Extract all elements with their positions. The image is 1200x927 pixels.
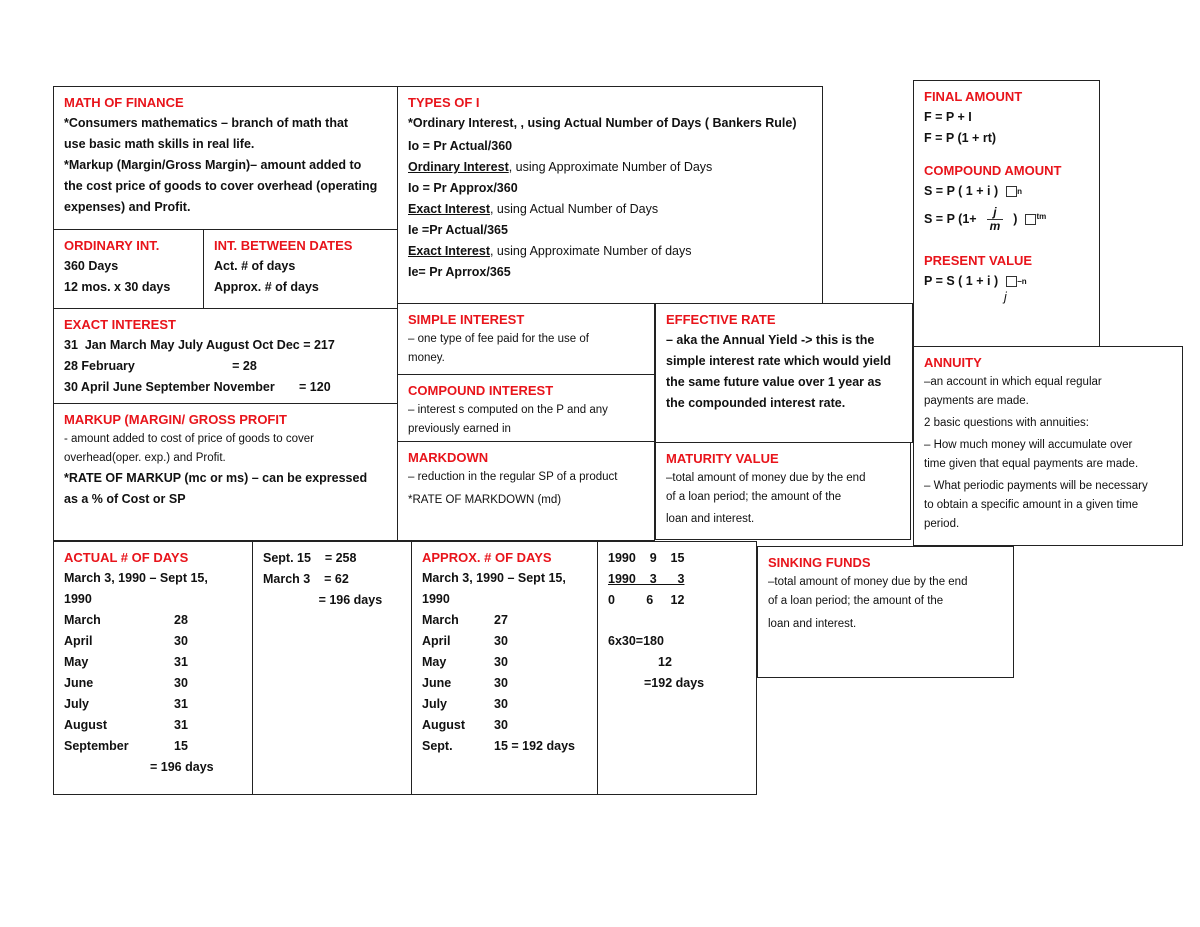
placeholder-box-icon (1006, 276, 1017, 287)
text-line: the cost price of goods to cover overhead (operating (64, 179, 378, 193)
text-line (408, 178, 812, 199)
types-of-i-title: TYPES OF I (408, 95, 480, 110)
calc-line: =192 days (644, 676, 705, 690)
ordinary-int-box (53, 229, 204, 309)
month-cell: September (64, 739, 129, 753)
fraction (987, 206, 1004, 233)
text-line: loan and interest. (666, 513, 755, 525)
days-cell: 30 (174, 676, 188, 690)
days-cell: 31 (174, 697, 188, 711)
days-cell: 27 (494, 613, 508, 627)
fraction-denominator: m (989, 219, 1001, 233)
month-cell: June (422, 676, 452, 690)
days-cell: 15 = 192 days (494, 739, 575, 753)
calc-line: 12 (658, 655, 672, 669)
text-line: 30 April June September November = 120 (64, 380, 331, 394)
text-line: 1990 (422, 592, 450, 606)
text-line: the same future value over 1 year as (666, 375, 882, 389)
markup-title: MARKUP (MARGIN/ GROSS PROFIT (64, 412, 287, 427)
maturity-value-title: MATURITY VALUE (666, 451, 779, 466)
days-cell: 30 (494, 655, 508, 669)
text-line: 2 basic questions with annuities: (924, 417, 1089, 429)
text-line: – aka the Annual Yield -> this is the (666, 333, 875, 347)
exponent: −n (1017, 277, 1027, 286)
text-segment: *Ordinary Interest, , using Actual Number of Days ( Bankers Rule) (408, 116, 797, 130)
table-row (422, 715, 587, 736)
text-line (408, 157, 812, 178)
days-cell: 30 (494, 718, 508, 732)
days-cell: 31 (174, 718, 188, 732)
types-of-i-box (397, 86, 823, 304)
final-amount-box (913, 80, 1100, 350)
text-segment: Io = Pr Actual/360 (408, 139, 513, 153)
text-line: March 3, 1990 – Sept 15, (422, 571, 566, 585)
table-row (422, 694, 587, 715)
text-line: *Consumers mathematics – branch of math that (64, 116, 349, 130)
partial-formula: j (1004, 290, 1007, 304)
formula-text: S = P (1+ (924, 211, 977, 226)
text-line: the compounded interest rate. (666, 396, 846, 410)
month-cell: July (422, 697, 448, 711)
text-line: –total amount of money due by the end (768, 576, 968, 588)
simple-interest-title: SIMPLE INTEREST (408, 312, 525, 327)
text-line: *RATE OF MARKDOWN (md) (408, 494, 562, 506)
approx-days-title: APPROX. # OF DAYS (422, 550, 552, 565)
calc-line: 1990 3 3 (608, 572, 685, 586)
formula-line (924, 271, 1089, 292)
days-cell: 30 (174, 634, 188, 648)
month-cell: May (64, 655, 89, 669)
formula-line (924, 181, 1089, 202)
text-line: as a % of Cost or SP (64, 492, 186, 506)
month-cell: April (64, 634, 93, 648)
formula-text: S = P ( 1 + i ) (924, 184, 999, 198)
text-line (408, 220, 812, 241)
month-cell: August (422, 718, 466, 732)
text-line: use basic math skills in real life. (64, 137, 255, 151)
text-line: of a loan period; the amount of the (666, 491, 842, 503)
text-line: March 3, 1990 – Sept 15, (64, 571, 208, 585)
table-row (64, 631, 242, 652)
formula-line: F = P + I (924, 110, 972, 124)
formula-line (924, 206, 1089, 233)
markdown-title: MARKDOWN (408, 450, 489, 465)
approx-calc-box (597, 541, 757, 795)
table-row (64, 673, 242, 694)
days-cell: 28 (174, 613, 188, 627)
month-cell: March (422, 613, 459, 627)
text-segment: Ie =Pr Actual/365 (408, 223, 508, 237)
markdown-box (397, 441, 655, 541)
text-line: expenses) and Profit. (64, 200, 191, 214)
days-cell: 30 (494, 676, 508, 690)
text-segment: Ie= Pr Aprrox/365 (408, 265, 511, 279)
sinking-funds-title: SINKING FUNDS (768, 555, 871, 570)
text-line: payments are made. (924, 395, 1029, 407)
formula-text: ) (1013, 211, 1018, 226)
table-row (422, 631, 587, 652)
compound-interest-box (397, 374, 655, 442)
calc-line: 0 6 12 (608, 593, 685, 607)
annuity-title: ANNUITY (924, 355, 982, 370)
calc-line: = 196 days (263, 593, 383, 607)
final-amount-title: FINAL AMOUNT (924, 89, 1023, 104)
int-between-dates-box (203, 229, 398, 309)
days-cell: 31 (174, 655, 188, 669)
text-line: *RATE OF MARKUP (mc or ms) – can be expressed (64, 471, 368, 485)
text-line (408, 113, 812, 134)
text-line: money. (408, 352, 445, 364)
calc-line: March 3 = 62 (263, 572, 349, 586)
text-line: overhead(oper. exp.) and Profit. (64, 452, 226, 464)
compound-amount-title: COMPOUND AMOUNT (924, 163, 1062, 178)
month-cell: May (422, 655, 447, 669)
month-cell: August (64, 718, 108, 732)
text-line: *Markup (Margin/Gross Margin)– amount added to (64, 158, 362, 172)
month-cell: April (422, 634, 451, 648)
days-cell: 30 (494, 634, 508, 648)
exponent: n (1017, 187, 1022, 196)
approx-days-box (411, 541, 598, 795)
underlined-term: Exact Interest (408, 244, 490, 258)
fraction-numerator: j (987, 206, 1004, 220)
formula-text: P = S ( 1 + i ) (924, 274, 999, 288)
effective-rate-box (655, 303, 913, 443)
text-segment: , using Approximate Number of Days (508, 160, 713, 174)
text-line: 28 February = 28 (64, 359, 257, 373)
text-line (408, 199, 812, 220)
days-cell: 30 (494, 697, 508, 711)
month-cell: June (64, 676, 94, 690)
sinking-funds-box (757, 546, 1014, 678)
compound-interest-title: COMPOUND INTEREST (408, 383, 554, 398)
table-row (64, 652, 242, 673)
simple-interest-box (397, 303, 655, 375)
text-line: of a loan period; the amount of the (768, 595, 944, 607)
text-line (408, 262, 812, 283)
text-line: – What periodic payments will be necessary (924, 480, 1148, 492)
annuity-box (913, 346, 1183, 546)
text-line: previously earned in (408, 423, 511, 435)
ordinary-int-title: ORDINARY INT. (64, 238, 160, 253)
actual-days-title: ACTUAL # OF DAYS (64, 550, 189, 565)
table-row (64, 715, 242, 736)
underlined-term: Ordinary Interest (408, 160, 509, 174)
types-of-i-lines (408, 113, 812, 283)
total-line: = 196 days (150, 760, 214, 774)
table-row (422, 736, 587, 757)
text-line: – interest s computed on the P and any (408, 404, 608, 416)
text-line: – reduction in the regular SP of a product (408, 471, 618, 483)
placeholder-box-icon (1006, 186, 1017, 197)
int-between-dates-title: INT. BETWEEN DATES (214, 238, 353, 253)
text-line: 31 Jan March May July August Oct Dec = 217 (64, 338, 335, 352)
text-line: Act. # of days (214, 259, 296, 273)
present-value-title: PRESENT VALUE (924, 253, 1033, 268)
month-cell: July (64, 697, 90, 711)
table-row (422, 610, 587, 631)
table-row (64, 610, 242, 631)
month-cell: March (64, 613, 101, 627)
text-line: simple interest rate which would yield (666, 354, 892, 368)
text-line: time given that equal payments are made. (924, 458, 1139, 470)
calc-line: Sept. 15 = 258 (263, 551, 357, 565)
calc-line: 1990 9 15 (608, 551, 685, 565)
math-of-finance-title: MATH OF FINANCE (64, 95, 184, 110)
math-of-finance-box (53, 86, 398, 230)
table-row (422, 673, 587, 694)
underlined-term: Exact Interest (408, 202, 490, 216)
table-row (422, 652, 587, 673)
text-line: 12 mos. x 30 days (64, 280, 171, 294)
text-segment: , using Actual Number of Days (489, 202, 659, 216)
text-line: 1990 (64, 592, 92, 606)
text-segment: , using Approximate Number of days (489, 244, 692, 258)
text-line: –total amount of money due by the end (666, 472, 866, 484)
month-cell: Sept. (422, 739, 453, 753)
text-line (408, 241, 812, 262)
days-cell: 15 (174, 739, 188, 753)
placeholder-box-icon (1025, 214, 1036, 225)
text-line (408, 136, 812, 157)
exponent: tm (1036, 212, 1047, 221)
formula-line: F = P (1 + rt) (924, 131, 997, 145)
text-line: – one type of fee paid for the use of (408, 333, 589, 345)
actual-days-box (53, 541, 253, 795)
text-line: loan and interest. (768, 618, 857, 630)
text-line: - amount added to cost of price of goods to cover (64, 433, 314, 445)
text-line: to obtain a specific amount in a given time (924, 499, 1139, 511)
exact-interest-box (53, 308, 398, 404)
calc-line: 6x30=180 (608, 634, 664, 648)
table-row (64, 694, 242, 715)
exact-interest-title: EXACT INTEREST (64, 317, 176, 332)
markup-box (53, 403, 398, 541)
actual-days-rows (64, 610, 242, 757)
text-line: –an account in which equal regular (924, 376, 1102, 388)
table-row (64, 736, 242, 757)
text-line: – How much money will accumulate over (924, 439, 1133, 451)
sept-calc-box (252, 541, 412, 795)
approx-days-rows (422, 610, 587, 757)
text-line: period. (924, 518, 960, 530)
text-line: Approx. # of days (214, 280, 319, 294)
effective-rate-title: EFFECTIVE RATE (666, 312, 776, 327)
maturity-value-box (655, 442, 911, 540)
text-line: 360 Days (64, 259, 119, 273)
text-segment: Io = Pr Approx/360 (408, 181, 518, 195)
